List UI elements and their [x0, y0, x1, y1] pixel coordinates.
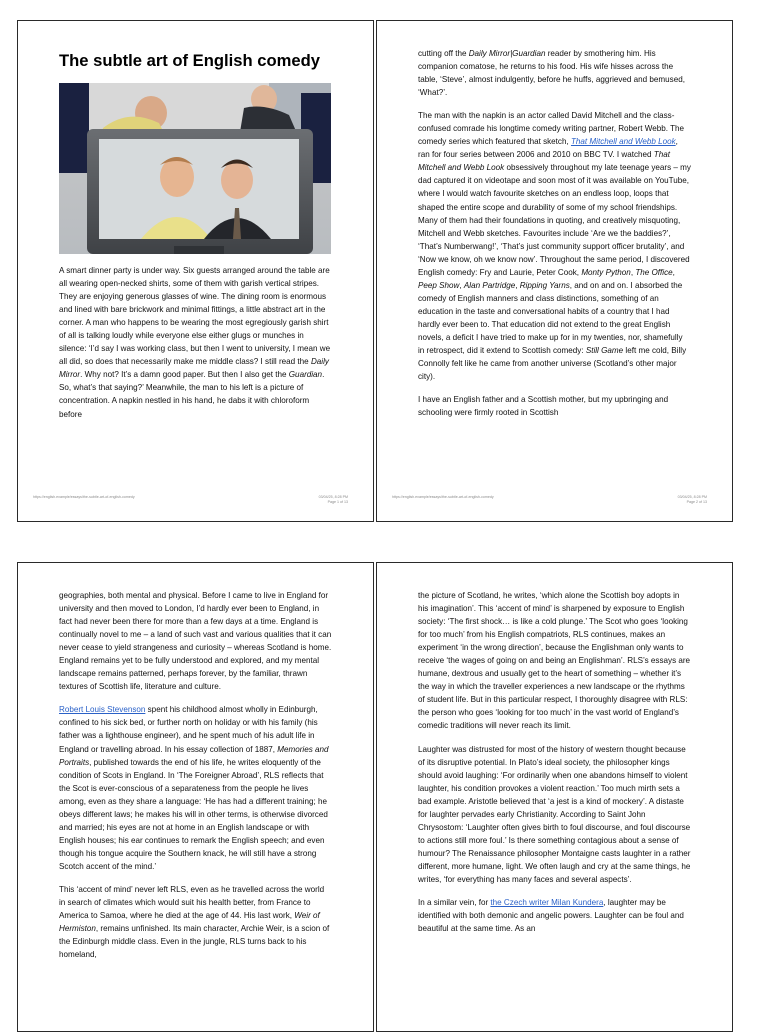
- text-run: , laughter may be identified with both demonic and angelic powers. Laughter can be foul and beautiful at the same time. As an: [418, 898, 684, 934]
- text-run: , and on and on. I absorbed the comedy of English manners and class distinctions, something of an education in the taste and conversational habits of a country that I had hardly ever been to. That education did not extend to the great English novels, a deficit I have tried to make up for in my twenties, nor, shamefully in retrospect, did it extend to Scottish comedy:: [418, 280, 683, 356]
- emphasis: Ripping Yarns: [519, 280, 570, 290]
- photo-illustration: [59, 83, 331, 254]
- page-content: [418, 47, 691, 419]
- footer-page-number: Page 2 of 13: [686, 500, 707, 504]
- text-run: . Why not? It’s a damn good paper. But then I also get the: [80, 370, 289, 380]
- text-run: Laughter was distrusted for most of the history of western thought because of its disruptive potential. In Plato’s ideal society, the philosopher kings should avoid laughing: ‘For ordinarily when one abandons himself to violent laughter, his condition provokes a violent reaction.’ Too much mirth sets a bad example. Aristotle believed that ‘a jest is a kind of mockery’. A distaste for laughter pervades early Christianity. According to Saint John Chrysostom: ‘Laughter often gives birth to foul discourse, and foul discourse to actions still more foul.’ Is there something contagious about a sense of humour? The Renaissance philosopher Montaigne casts laughter in a rather different, more humane, light. We often laugh and cry at the same things, he writes, ‘for everything has many faces and several aspects’.: [418, 744, 691, 884]
- text-run: ,: [630, 267, 636, 277]
- emphasis: Weir of Hermiston: [59, 911, 320, 934]
- page-content: [418, 589, 691, 935]
- document-page-1: [17, 20, 374, 522]
- text-run: , ran for four series between 2006 and 2010 on BBC TV. I watched: [418, 137, 678, 160]
- document-page-3: [17, 562, 374, 1032]
- paragraph: [418, 589, 691, 733]
- page-content: [59, 589, 332, 961]
- footer-date: 03/04/25, 8:28 PM: [318, 495, 348, 499]
- emphasis: That Mitchell and Webb Look: [570, 137, 676, 147]
- emphasis: The Office: [635, 267, 673, 277]
- text-run: The man with the napkin is an actor called David Mitchell and the class-confused comrade his longtime comedy writing partner, Robert Webb. The comedy series which featured that sketch,: [418, 111, 685, 147]
- document-page-2: [376, 20, 733, 522]
- text-run: the picture of Scotland, he writes, ‘which alone the Scottish boy adopts in his imagination’. This ‘accent of mind’ is sharpened by exposure to English society: ‘The first shock… is like a cold plunge.’ The Scot who goes ‘looking for too much’ from his English compatriots, RLS continues, makes an experiment ‘in the wrong direction’, because the Englishman only wants to receive ‘the wages of going on and being an Englishman’. RLS’s essays are humane, dextrous and usually get to the heart of something – whether it’s the way in which the traveller experiences a new landscape or the rhythms of student life. But in this particular respect, I thoroughly disagree with RLS: the person who goes ‘looking for too much’ in the vast world of England’s comedic traditions will never reach its limit.: [418, 591, 691, 731]
- text-run: spent his childhood almost wholly in Edinburgh, confined to his sick bed, or further north on holiday or with his family (his father was a lighthouse engineer), and he spent much of his adult life in England or travelling abroad. In his essay collection of 1887,: [59, 705, 318, 754]
- inline-link[interactable]: the Czech writer Milan Kundera: [490, 898, 604, 908]
- article-title: The subtle art of English comedy: [59, 51, 320, 70]
- footer-meta: [319, 495, 348, 505]
- page-content: [59, 51, 332, 421]
- paragraph: [418, 896, 691, 935]
- text-run: , published towards the end of his life, he writes eloquently of the condition of Scots in England. In ‘The Foreigner Abroad’, RLS reflects that the Scot is ever-conscious of a separateness from the people he lives among, even as they share a language: ‘He has had a different training; he obeys different laws; he makes his will in other terms, is otherwise divorced and married; his eyes are not at home in an English landscape or with English houses; his ear continues to remark the English speech; and even though his tongue acquire the Southern knack, he will still have a strong Scotch accent of the mind.’: [59, 757, 328, 871]
- inline-link[interactable]: Robert Louis Stevenson: [59, 705, 146, 715]
- emphasis: Daily Mirror|Guardian: [468, 49, 546, 58]
- text-run: geographies, both mental and physical. Before I came to live in England for university and then moved to London, I’d hardly ever been to England, in fact had never been there for more than a few days at a time. England is continually novel to me – a land of such vast and various qualities that it can never cease to yield strangeness and curiosity – whereas Scotland is home. England remains yet to be fully understood and explored, and my mental landscape remains patterned, perhaps forever, by the familiar, thrawn textures of Scottish life, literature and culture.: [59, 591, 332, 692]
- paragraph: [59, 264, 332, 421]
- paragraph: [59, 883, 332, 961]
- footer-meta: [678, 495, 707, 505]
- paragraph: [59, 703, 332, 873]
- text-run: , remains unfinished. Its main character, Archie Weir, is a scion of the Edinburgh middle class. Even in the jungle, RLS turns back to his homeland,: [59, 924, 330, 960]
- text-run: This ‘accent of mind’ never left RLS, even as he travelled across the world in search of climates which would suit his health better, from France to America to Samoa, where he died at the age of 44. His last work,: [59, 884, 325, 921]
- emphasis: Guardian: [288, 370, 323, 380]
- emphasis: Memories and Portraits: [59, 744, 329, 767]
- footer-url: https://english.example/essays/the-subtle-art-of-english-comedy: [392, 495, 494, 499]
- paragraph: [418, 393, 691, 419]
- text-run: A smart dinner party is under way. Six guests arranged around the table are all wearing open-necked shirts, some of them with garish vertical stripes. They are enjoying generous glasses of wine. The dining room is enormous and lined with bare brickwork and minimal fittings, a little abstract art in the corner. A man who happens to be wearing the most egregiously garish shirt of all is talking loudly while everyone else either glugs or munches in silence: ‘I’d say I was working class, but then I went to university, I mean we all did, so does that necessarily make me middle class? I still read the: [59, 266, 331, 367]
- footer-page-number: Page 1 of 13: [327, 500, 348, 504]
- document-page-4: [376, 562, 733, 1032]
- text-run: ,: [459, 280, 464, 290]
- text-run: ,: [672, 267, 675, 277]
- emphasis: Monty Python: [581, 267, 631, 277]
- text-run: cutting off the: [418, 49, 469, 58]
- emphasis: Peep Show: [418, 280, 460, 290]
- inline-link[interactable]: [571, 137, 676, 146]
- emphasis: Daily Mirror: [59, 357, 329, 380]
- paragraph: [418, 743, 691, 887]
- article-photo: [59, 83, 331, 254]
- footer-url: https://english.example/essays/the-subtle-art-of-english-comedy: [33, 495, 135, 499]
- paragraph: [59, 589, 332, 693]
- text-run: reader by smothering him. His companion comatose, he returns to his food. His wife hisses across the table, ‘Steve’, almost indulgently, before he huffs, aggrieved and bemused, ‘What?’.: [418, 49, 685, 98]
- emphasis: That Mitchell and Webb Look: [418, 150, 670, 173]
- footer-date: 03/04/25, 8:28 PM: [677, 495, 707, 499]
- emphasis: Still Game: [585, 346, 624, 356]
- paragraph: [418, 109, 691, 383]
- emphasis: Alan Partridge: [463, 280, 516, 290]
- text-run: left me cold, Billy Connolly felt like he came from another universe (Scotland’s other major city).: [418, 346, 687, 382]
- text-run: In a similar vein, for: [418, 898, 491, 908]
- text-run: obsessively throughout my late teenage years – my dad captured it on videotape and soon most of it was available on YouTube, where I would watch favourite sketches on an endless loop, loops that shaped the entire scope and durability of some of my school friendships. Many of them had their foundations in quoting, and creatively misquoting, Mitchell and Webb sketches. Favourites include ‘Are we the baddies?’, ‘That’s Numberwang!’, ‘That’s just community support officer brutality’, and ‘Now we know, oh we know now’. Throughout the same period, I discovered English comedy: Fry and Laurie, Peter Cook,: [418, 163, 691, 277]
- text-run: ,: [515, 280, 520, 290]
- paragraph: [418, 47, 691, 99]
- text-run: I have an English father and a Scottish mother, but my upbringing and schooling were firmly rooted in Scottish: [418, 395, 669, 418]
- text-run: . So, what’s that saying?’ Meanwhile, the man to his left is a picture of concentration. A napkin nestled in his hand, he dabs it with chloroform before: [59, 370, 325, 419]
